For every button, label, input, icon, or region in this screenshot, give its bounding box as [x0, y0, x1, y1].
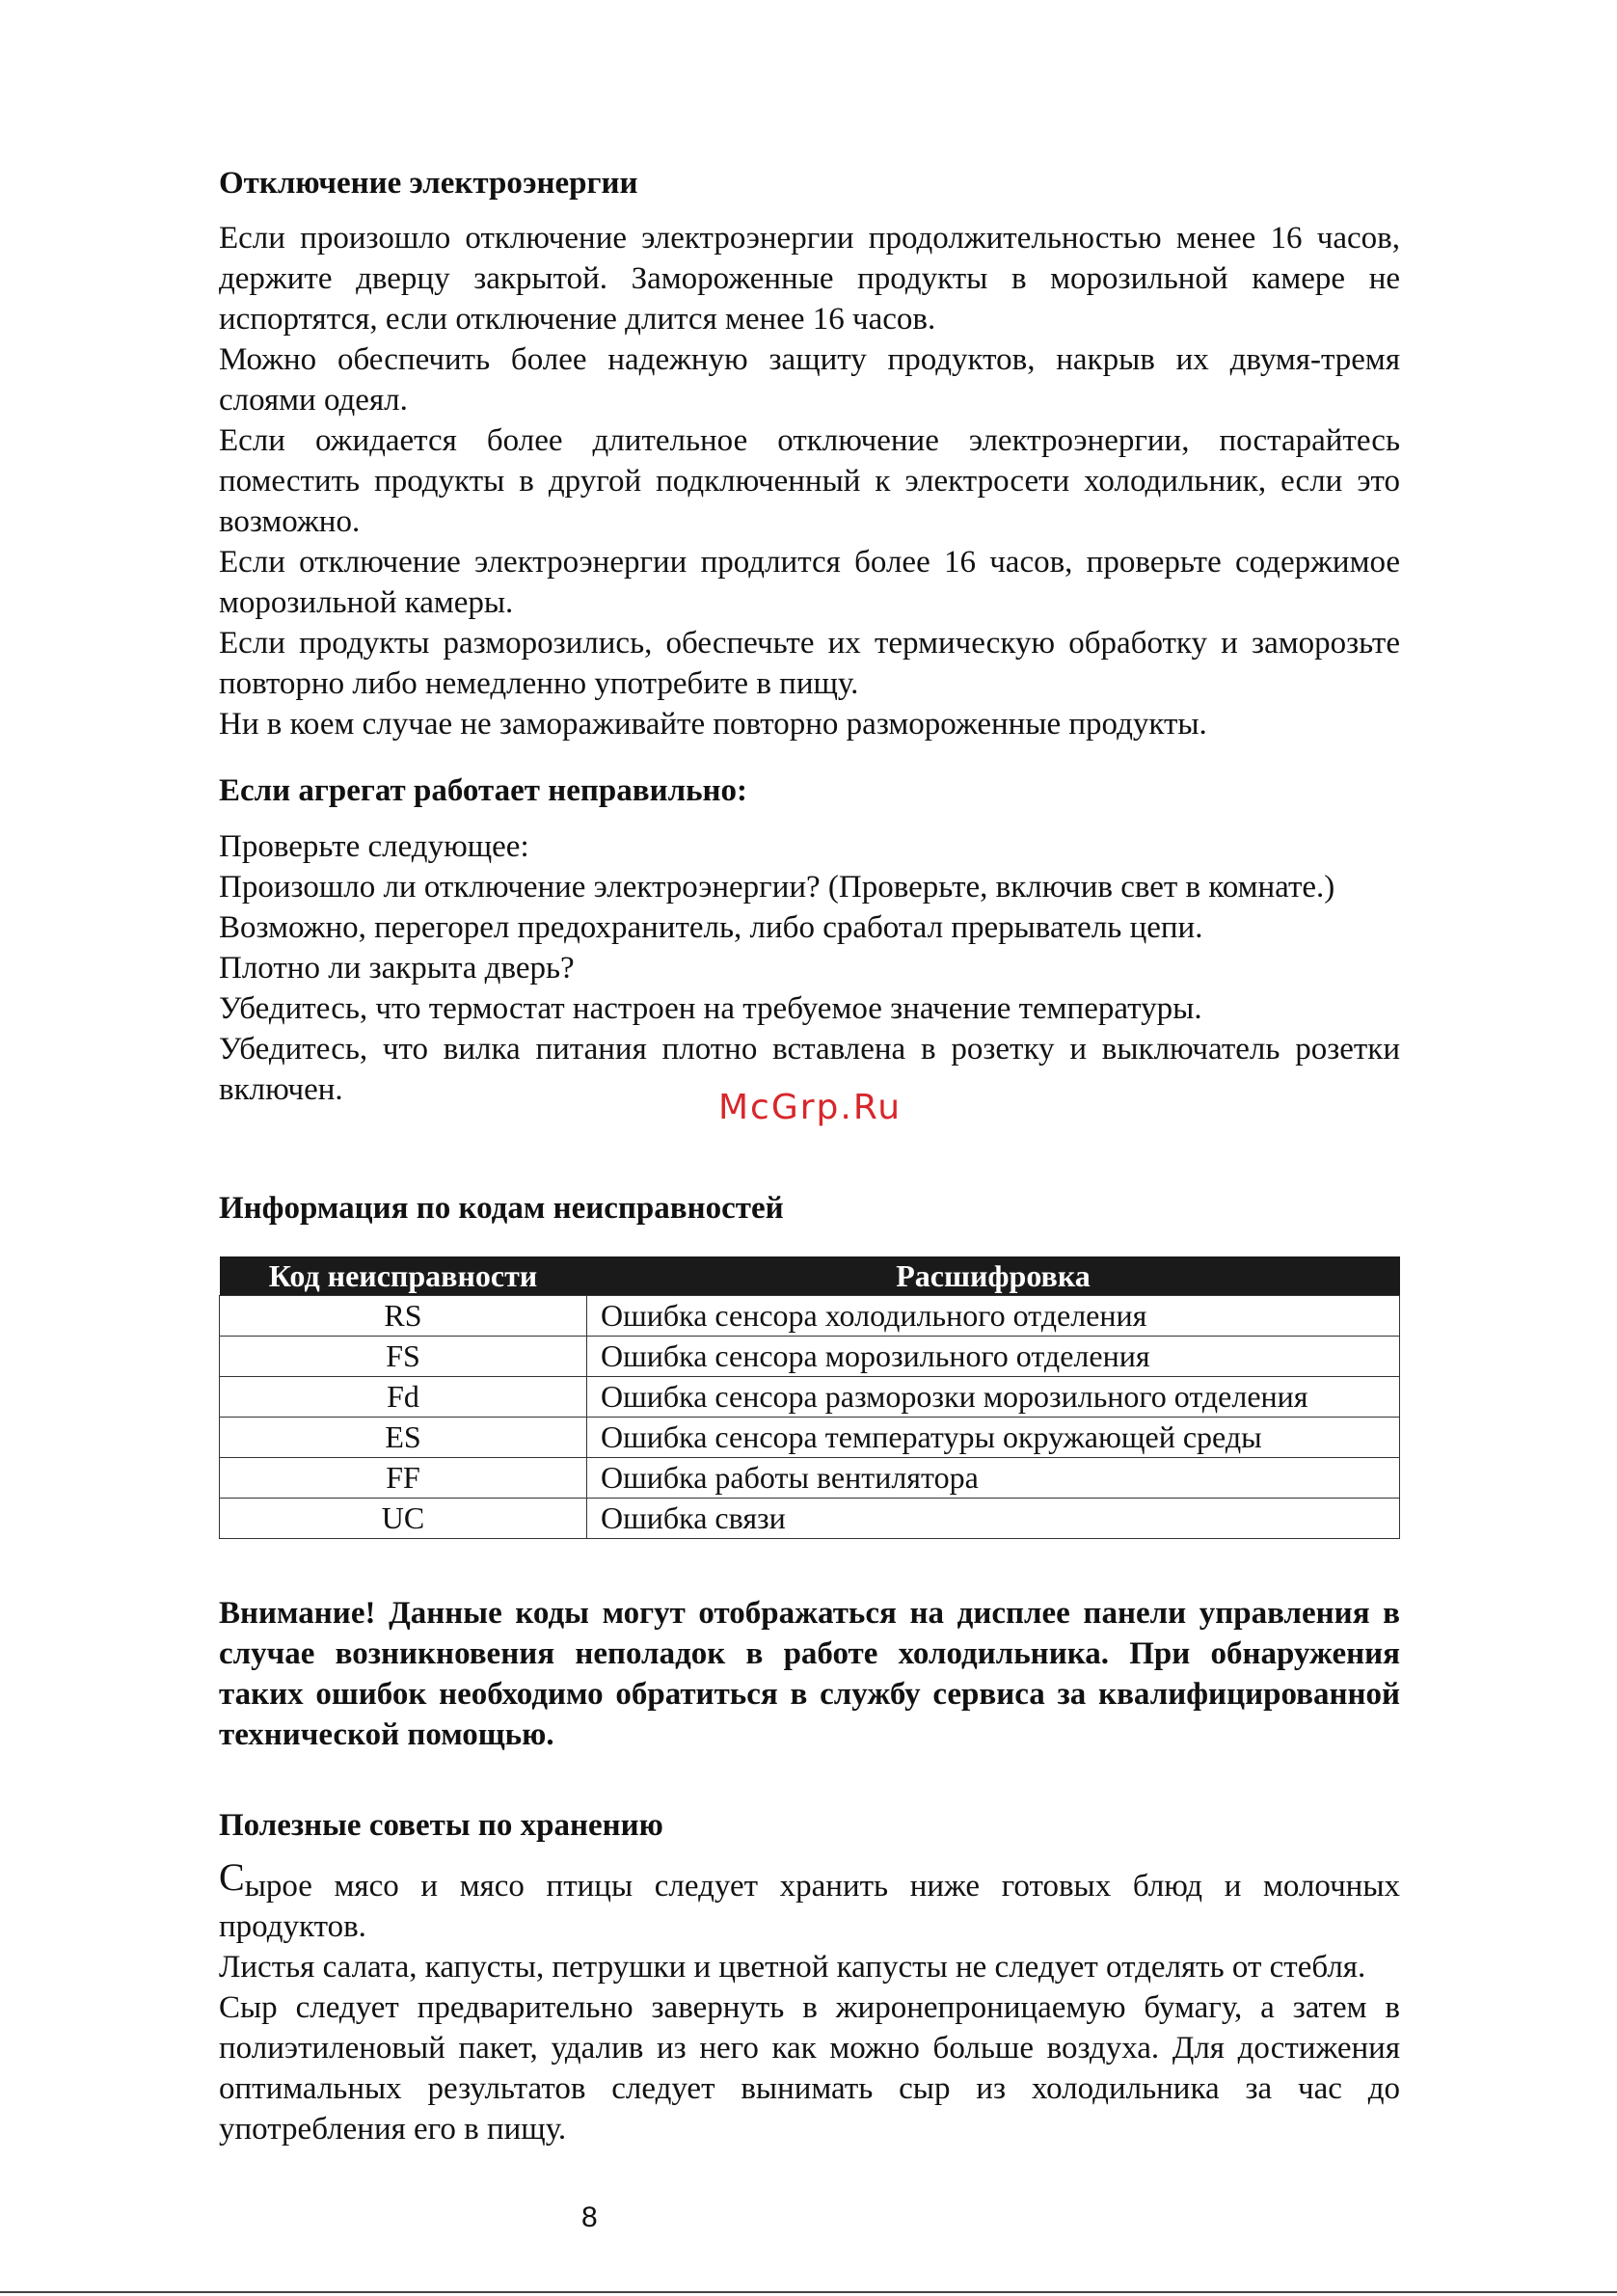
- column-header-description: Расшифровка: [587, 1256, 1400, 1296]
- error-code-cell: UC: [220, 1499, 587, 1539]
- error-code-cell: FS: [220, 1337, 587, 1377]
- column-header-code: Код неисправности: [220, 1256, 587, 1296]
- paragraph: Если ожидается более длительное отключение электроэнергии, постарайтесь поместить продукты в другой подключенный к электросети холодильник, если это возможно.: [219, 423, 1400, 539]
- drop-cap-letter: С: [219, 1855, 245, 1899]
- table-header-row: [220, 1256, 1400, 1296]
- paragraph: Если продукты разморозились, обеспечьте их термическую обработку и заморозьте повторно либо немедленно употребите в пищу.: [219, 626, 1400, 701]
- section-power-outage-text: [219, 218, 1400, 744]
- paragraph: Ни в коем случае не замораживайте повторно размороженные продукты.: [219, 707, 1207, 742]
- table-row: [220, 1499, 1400, 1539]
- paragraph: Листья салата, капусты, петрушки и цветной капусты не следует отделять от стебля.: [219, 1950, 1366, 1985]
- watermark-text: McGrp.Ru: [718, 1088, 903, 1127]
- page-number: 8: [581, 2201, 598, 2233]
- error-code-cell: Fd: [220, 1377, 587, 1418]
- error-description-cell: Ошибка связи: [587, 1499, 1400, 1539]
- paragraph: Проверьте следующее:: [219, 829, 529, 864]
- paragraph: Если отключение электроэнергии продлится более 16 часов, проверьте содержимое морозильной камеры.: [219, 545, 1400, 620]
- error-codes-table: [219, 1256, 1400, 1539]
- paragraph: [219, 1857, 1400, 1947]
- document-page: [219, 0, 1400, 2296]
- paragraph: Если произошло отключение электроэнергии продолжительностью менее 16 часов, держите дверцу закрытой. Замороженные продукты в морозильной камере не испортятся, если отключение длится менее 16 часов.: [219, 221, 1400, 337]
- paragraph-rest: ырое мясо и мясо птицы следует хранить ниже готовых блюд и молочных продуктов.: [219, 1869, 1400, 1944]
- paragraph: Произошло ли отключение электроэнергии? (Проверьте, включив свет в комнате.): [219, 870, 1335, 905]
- error-code-cell: FF: [220, 1458, 587, 1499]
- table-row: [220, 1296, 1400, 1337]
- section-title-error-codes: Информация по кодам неисправностей: [219, 1191, 784, 1226]
- table-row: [220, 1458, 1400, 1499]
- table-row: [220, 1337, 1400, 1377]
- paragraph: Убедитесь, что термостат настроен на требуемое значение температуры.: [219, 991, 1202, 1026]
- paragraph: Возможно, перегорел предохранитель, либо сработал прерыватель цепи.: [219, 910, 1203, 945]
- table-row: [220, 1418, 1400, 1458]
- section-storage-tips-text: [219, 1857, 1400, 2149]
- paragraph: Сыр следует предварительно завернуть в жиронепроницаемую бумагу, а затем в полиэтиленовый пакет, удалив из него как можно больше воздуха. Для достижения оптимальных результатов следует вынимать сыр из холодильника за час до употребления его в пищу.: [219, 1990, 1400, 2147]
- error-description-cell: Ошибка сенсора морозильного отделения: [587, 1337, 1400, 1377]
- page-bottom-border: [0, 2291, 1617, 2293]
- error-description-cell: Ошибка сенсора температуры окружающей среды: [587, 1418, 1400, 1458]
- error-description-cell: Ошибка сенсора разморозки морозильного отделения: [587, 1377, 1400, 1418]
- error-code-cell: ES: [220, 1418, 587, 1458]
- error-description-cell: Ошибка работы вентилятора: [587, 1458, 1400, 1499]
- error-description-cell: Ошибка сенсора холодильного отделения: [587, 1296, 1400, 1337]
- paragraph: Можно обеспечить более надежную защиту продуктов, накрыв их двумя-тремя слоями одеял.: [219, 342, 1400, 418]
- paragraph: Плотно ли закрыта дверь?: [219, 951, 575, 986]
- section-title-power-outage: Отключение электроэнергии: [219, 166, 638, 201]
- section-title-malfunction: Если агрегат работает неправильно:: [219, 773, 748, 808]
- table-row: [220, 1377, 1400, 1418]
- warning-notice: Внимание! Данные коды могут отображаться на дисплее панели управления в случае возникновения неполадок в работе холодильника. При обнаружения таких ошибок необходимо обратиться в службу сервиса за квалифицированной технической помощью.: [219, 1596, 1400, 1752]
- paragraph: Убедитесь, что вилка питания плотно вставлена в розетку и выключатель розетки включен.: [219, 1032, 1400, 1107]
- error-code-cell: RS: [220, 1296, 587, 1337]
- section-malfunction-text: [219, 826, 1400, 1110]
- section-title-storage-tips: Полезные советы по хранению: [219, 1808, 663, 1843]
